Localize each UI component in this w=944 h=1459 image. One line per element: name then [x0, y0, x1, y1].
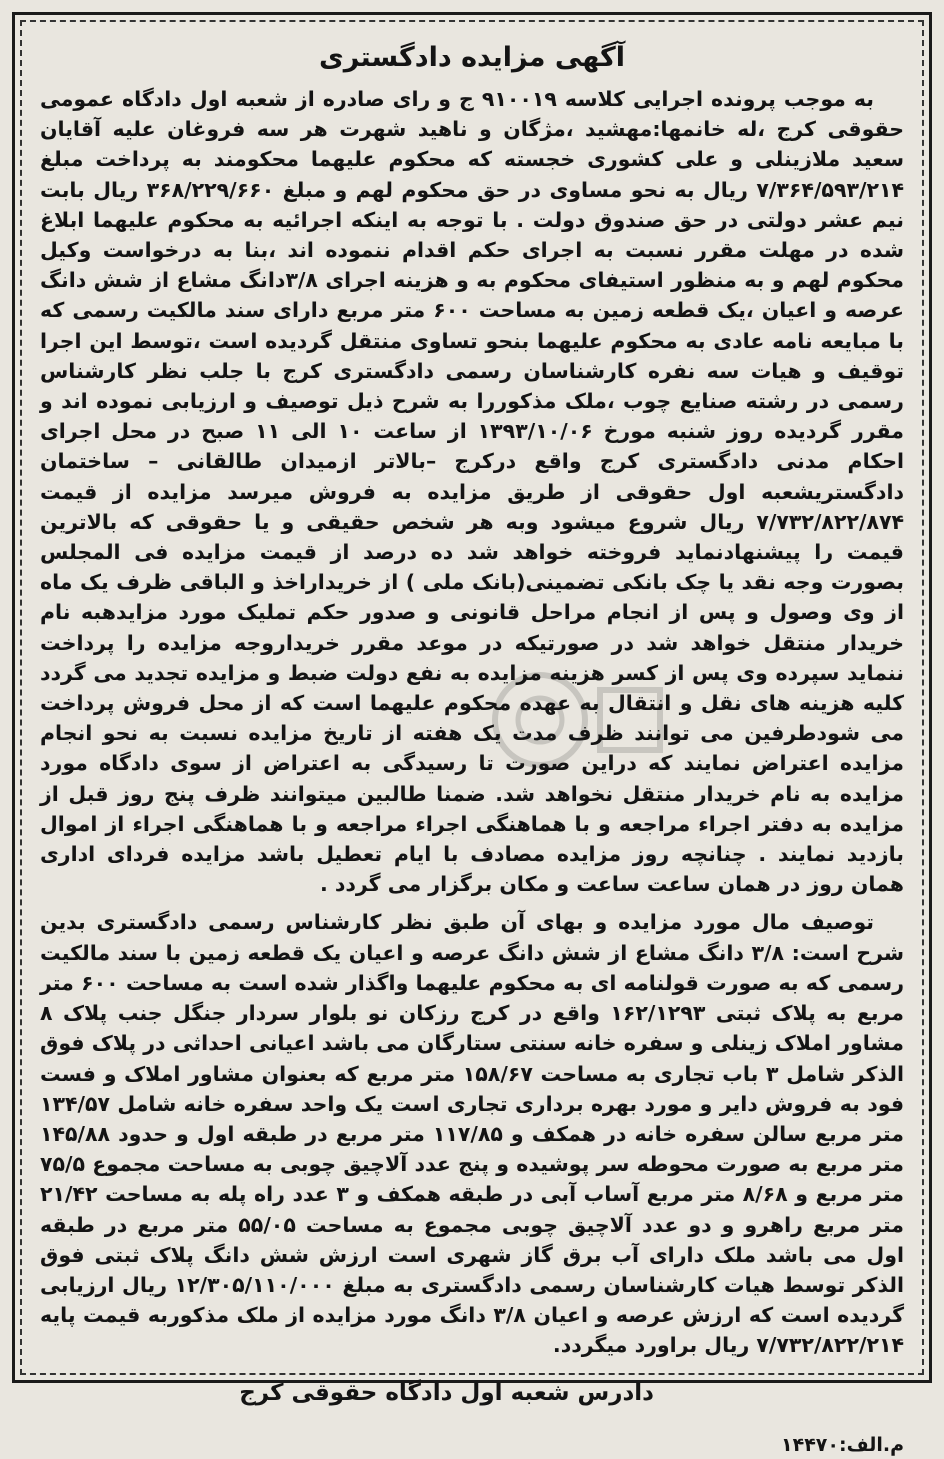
ad-content — [40, 40, 904, 1456]
ad-paragraph-description: توصیف مال مورد مزایده و بهای آن طبق نظر کارشناس رسمی دادگستری بدین شرح است: ۳/۸ دانگ مشاع از شش دانگ عرصه و اعیان یک قطعه زمین با سند مالکیت رسمی که به صورت قولنامه ای به محکوم علیهما واگذار شده است به مساحت ۶۰۰ متر مربع به پلاک ثبتی ۱۶۲/۱۲۹۳ واقع در کرج رزکان نو بلوار سردار جنگل جنب پلاک ۸ مشاور املاک زینلی و سفره خانه سنتی ستارگان می باشد اعیانی احداثی در پلاک فوق الذکر شامل ۳ باب تجاری به مساحت ۱۵۸/۶۷ متر مربع که بعنوان مشاور املاک و فست فود به فروش دایر و مورد بهره برداری تجاری است یک واحد سفره خانه شامل ۱۳۴/۵۷ متر مربع سالن سفره خانه در همکف و ۱۱۷/۸۵ متر مربع در طبقه اول و حدود ۱۴۵/۸۸ متر مربع به صورت محوطه سر پوشیده و پنج عدد آلاچیق چوبی به مساحت مجموع ۷۵/۵ متر مربع و ۸/۶۸ متر مربع آساب آبی در طبقه همکف و ۳ عدد راه پله به مساحت ۲۱/۴۲ متر مربع راهرو و دو عدد آلاچیق چوبی مجموع به مساحت ۵۵/۰۵ متر مربع در طبقه اول می باشد ملک دارای آب برق گاز شهری است ارزش شش دانگ پلاک ثبتی فوق الذکر توسط هیات کارشناسان رسمی دادگستری به مبلغ ۱۲/۳۰۵/۱۱۰/۰۰۰ ریال ارزیابی گردیده است که ارزش عرصه و اعیان ۳/۸ دانگ مورد مزایده از ملک مذکوربه قیمت پایه ۷/۷۳۲/۸۲۲/۲۱۴ ریال براورد میگردد. — [40, 910, 904, 1358]
ad-paragraph-main: به موجب پرونده اجرایی کلاسه ۹۱۰۰۱۹ ج و رای صادره از شعبه اول دادگاه عمومی حقوقی کرج ،له خانمها:مهشید ،مژگان و ناهید شهرت هر سه فروغان علیه آقایان سعید ملازینلی و علی کشوری خجسته که محکوم علیهما محکومند به پرداخت مبلغ ۷/۳۶۴/۵۹۳/۲۱۴ ریال به نحو مساوی در حق محکوم لهم و مبلغ ۳۶۸/۲۲۹/۶۶۰ ریال بابت نیم عشر دولتی در حق صندوق دولت . با توجه به اینکه اجرائیه به محکوم علیهما ابلاغ شده در مهلت مقرر نسبت به اجرای حکم اقدام ننموده اند ،بنا به درخواست وکیل محکوم لهم و به منظور استیفای محکوم به و هزینه اجرای ۳/۸دانگ مشاع از شش دانگ عرصه و اعیان ،یک قطعه زمین به مساحت ۶۰۰ متر مربع دارای سند مالکیت رسمی که با مبایعه نامه عادی به محکوم علیهما بنحو تساوی منتقل گردیده است ،توسط این اجرا توقیف و هیات سه نفره کارشناسان رسمی دادگستری کرج با جلب نظر کارشناس رسمی در رشته صنایع چوب ،ملک مذکوررا به شرح ذیل توصیف و ارزیابی نموده اند و مقرر گردیده روز شنبه مورخ ۱۳۹۳/۱۰/۰۶ از ساعت ۱۰ الی ۱۱ صبح در محل اجرای احکام مدنی دادگستری کرج واقع درکرج –بالاتر ازمیدان طالقانی – ساختمان دادگستریشعبه اول حقوقی از طریق مزایده به فروش میرسد مزایده از قیمت ۷/۷۳۲/۸۲۲/۸۷۴ ریال شروع میشود وبه هر شخص حقیقی و یا حقوقی که بالاترین قیمت را پیشنهادنماید فروخته خواهد شد ده درصد از قیمت مزایده فی المجلس بصورت وجه نقد یا چک بانکی تضمینی(بانک ملی ) از خریداراخذ و الباقی ظرف یک ماه از وی وصول و پس از انجام مراحل قانونی و صدور حکم تملیک مورد مزایدهبه نام خریدار منتقل خواهد شد در صورتیکه در موعد مقرر خریداروجه مزایده را پرداخت ننماید سپرده وی پس از کسر هزینه مزایده به نفع دولت ضبط و مزایده تجدید می گردد کلیه هزینه های نقل و انتقال به عهده محکوم علیهما است که از محل فروش پرداخت می شودطرفین می توانند ظرف مدت یک هفته از تاریخ مزایده نسبت به نحو انجام مزایده اعتراض نمایند که دراین صورت تا رسیدگی به اعتراض از سوی دادگاه مورد مزایده به نام خریدار منتقل نخواهد شد. ضمنا طالبین میتوانند ظرف پنج روز قبل از مزایده به دفتر اجراء مراجعه و با هماهنگی اجراء مراجعه و با هماهنگی اجراء از اموال بازدید نمایند . چنانچه روز مزایده مصادف با ایام تعطیل باشد مزایده فردای اداری همان روز در همان ساعت ساعت و مکان برگزار می گردد . — [40, 87, 904, 897]
ad-signature: دادرس شعبه اول دادگاه حقوقی کرج — [239, 1379, 654, 1406]
ad-title: آگهی مزایده دادگستری — [318, 42, 626, 73]
ad-reference-number: م.الف:۱۴۴۷۰ — [781, 1433, 904, 1456]
